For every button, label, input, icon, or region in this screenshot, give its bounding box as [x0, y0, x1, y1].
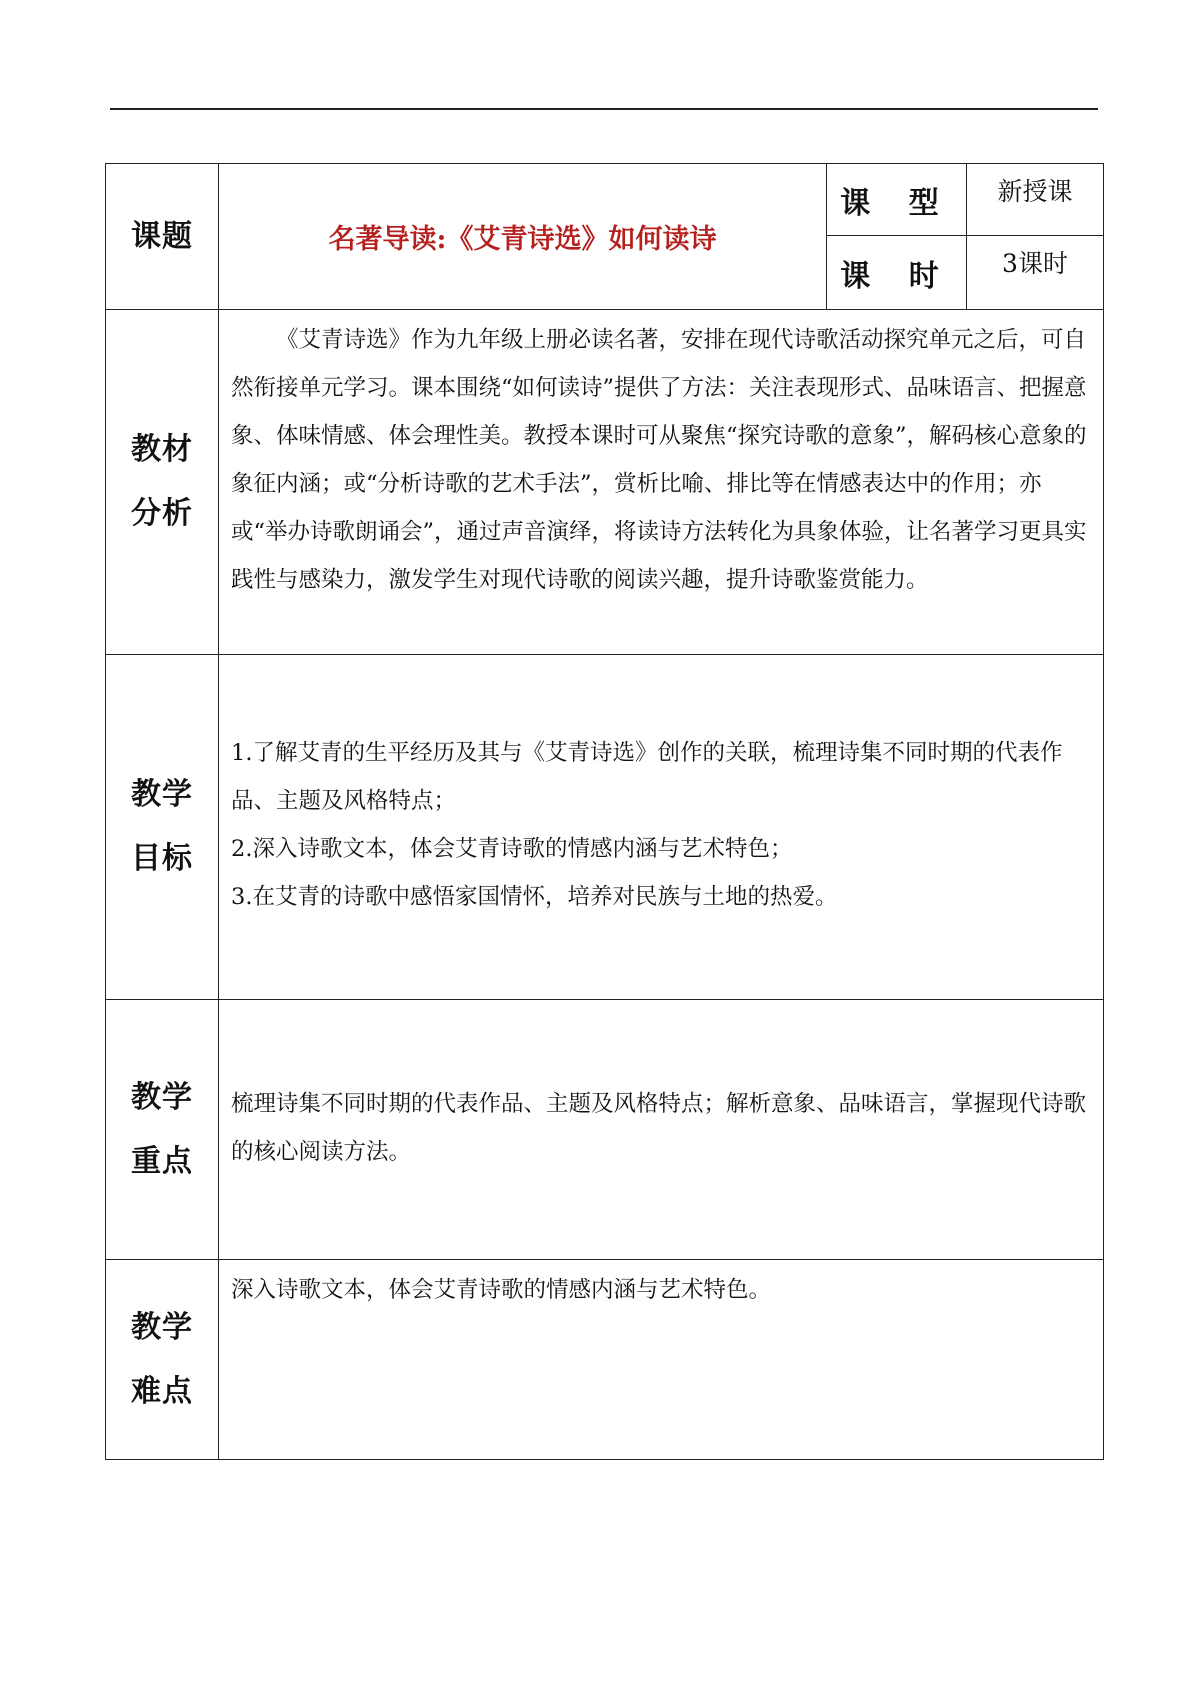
key-points-content: [219, 1000, 1104, 1260]
difficulties-text: 深入诗歌文本，体会艾青诗歌的情感内涵与艺术特色。: [231, 1277, 772, 1303]
key-points-text: 梳理诗集不同时期的代表作品、主题及风格特点；解析意象、品味语言，掌握现代诗歌的核心阅读方法。: [231, 1090, 1087, 1165]
objective-item: 1.了解艾青的生平经历及其与《艾青诗选》创作的关联，梳理诗集不同时期的代表作品、主题及风格特点；: [231, 740, 1063, 814]
difficulties-content: [219, 1260, 1104, 1460]
header-rule: [110, 108, 1098, 110]
key-points-label: 教学 重点: [106, 1000, 219, 1260]
analysis-text: 《艾青诗选》作为九年级上册必读名著，安排在现代诗歌活动探究单元之后，可自然衔接单元学习。课本围绕“如何读诗”提供了方法：关注表现形式、品味语言、把握意象、体味情感、体会理性美。教授本课时可从聚焦“探究诗歌的意象”，解码核心意象的象征内涵；或“分析诗歌的艺术手法”，赏析比喻、排比等在情感表达中的作用；亦或“举办诗歌朗诵会”，通过声音演绎，将读诗方法转化为具象体验，让名著学习更具实践性与感染力，激发学生对现代诗歌的阅读兴趣，提升诗歌鉴赏能力。: [231, 327, 1087, 593]
objective-item: 2.深入诗歌文本，体会艾青诗歌的情感内涵与艺术特色；: [231, 836, 793, 862]
lesson-type-label: 课 型: [827, 164, 967, 236]
topic-label: 课题: [106, 164, 219, 310]
difficulties-label: 教学 难点: [106, 1260, 219, 1460]
objective-item: 3.在艾青的诗歌中感悟家国情怀，培养对民族与土地的热爱。: [231, 884, 838, 910]
period-value: 3课时: [967, 236, 1104, 310]
period-label: 课 时: [827, 236, 967, 310]
objectives-content: [219, 655, 1104, 1000]
lesson-plan-table: [105, 163, 1104, 1460]
lesson-type-value: 新授课: [967, 164, 1104, 236]
analysis-label: 教材 分析: [106, 310, 219, 655]
objectives-label: 教学 目标: [106, 655, 219, 1000]
analysis-content: [219, 310, 1104, 655]
topic-title: 名著导读:《艾青诗选》如何读诗: [219, 164, 827, 310]
